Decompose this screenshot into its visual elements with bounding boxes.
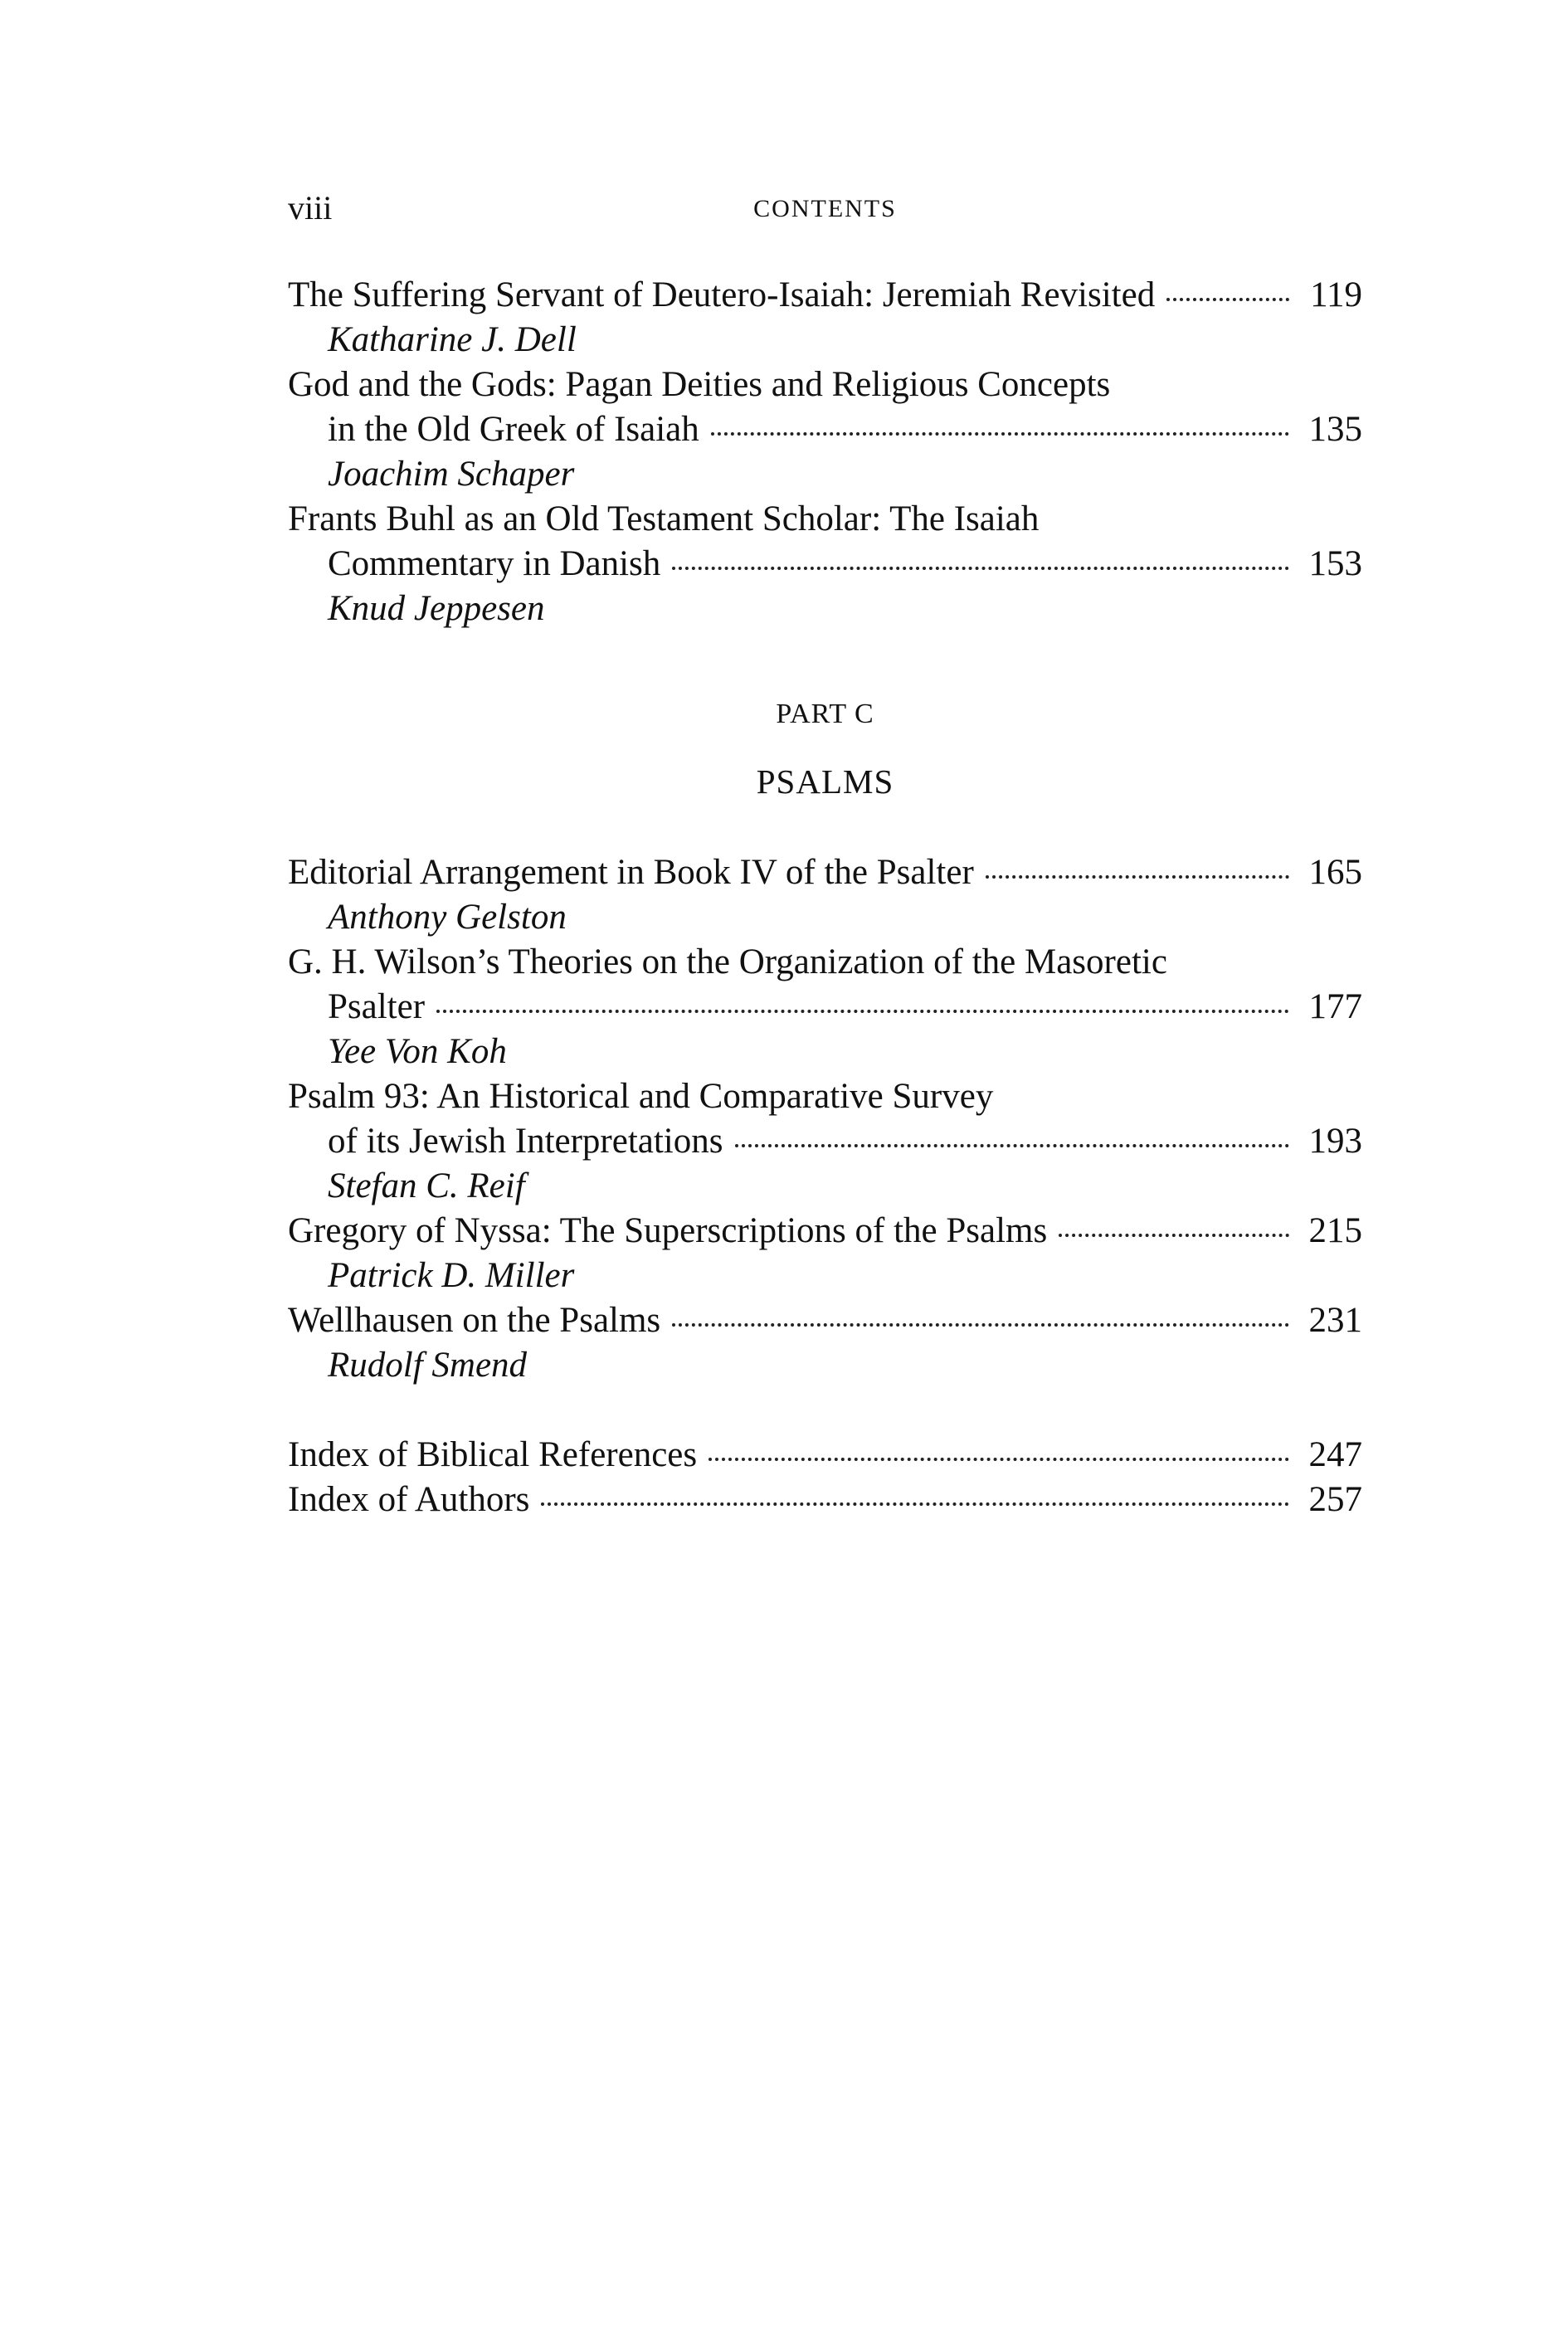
page-number: 177 xyxy=(1308,987,1362,1026)
entry-author: Patrick D. Miller xyxy=(328,1256,575,1295)
entry-author: Rudolf Smend xyxy=(328,1346,528,1385)
entry-title-continued: Commentary in Danish xyxy=(328,544,661,583)
leader-dots xyxy=(541,1502,1289,1506)
page-number: 153 xyxy=(1308,544,1362,583)
running-head xyxy=(288,187,1362,229)
leader-dots xyxy=(1166,297,1289,301)
page-number: 247 xyxy=(1308,1435,1362,1474)
leader-dots xyxy=(672,566,1289,570)
running-head-title: CONTENTS xyxy=(753,195,897,222)
toc-indexes xyxy=(288,1433,1362,1522)
entry-title: Frants Buhl as an Old Testament Scholar: The Isaiah xyxy=(288,499,1040,538)
toc-section-c xyxy=(288,850,1362,1388)
entry-title: G. H. Wilson’s Theories on the Organization of the Masoretic xyxy=(288,942,1167,981)
toc-entry xyxy=(288,497,1362,631)
entry-author: Yee Von Koh xyxy=(328,1032,507,1071)
toc-entry xyxy=(288,273,1362,363)
entry-author: Joachim Schaper xyxy=(328,455,575,494)
toc-entry xyxy=(288,1074,1362,1209)
toc-entry xyxy=(288,850,1362,940)
index-entry xyxy=(288,1478,1362,1522)
entry-title-continued: Psalter xyxy=(328,987,426,1026)
leader-dots xyxy=(735,1143,1290,1147)
index-entry xyxy=(288,1433,1362,1478)
entry-title: God and the Gods: Pagan Deities and Religious Concepts xyxy=(288,365,1111,404)
entry-title: The Suffering Servant of Deutero-Isaiah: Jeremiah Revisited xyxy=(288,275,1156,314)
toc-entry xyxy=(288,1209,1362,1298)
entry-title: Gregory of Nyssa: The Superscriptions of the Psalms xyxy=(288,1211,1048,1250)
entry-author: Knud Jeppesen xyxy=(328,589,545,628)
page-number: 165 xyxy=(1308,853,1362,892)
entry-author: Anthony Gelston xyxy=(328,898,567,937)
entry-author: Katharine J. Dell xyxy=(328,320,577,359)
entry-title: Editorial Arrangement in Book IV of the Psalter xyxy=(288,853,974,892)
entry-title: Wellhausen on the Psalms xyxy=(288,1301,661,1340)
folio: viii xyxy=(288,189,333,226)
entry-title-continued: of its Jewish Interpretations xyxy=(328,1122,723,1161)
toc-entry xyxy=(288,1298,1362,1388)
toc-entry xyxy=(288,363,1362,497)
leader-dots xyxy=(711,431,1289,436)
page-number: 119 xyxy=(1310,275,1362,314)
toc-entry xyxy=(288,940,1362,1074)
leader-dots xyxy=(1059,1233,1289,1237)
entry-title: Psalm 93: An Historical and Comparative Survey xyxy=(288,1077,994,1116)
leader-dots xyxy=(986,874,1289,879)
entry-author: Stefan C. Reif xyxy=(328,1166,525,1205)
page-number: 193 xyxy=(1308,1122,1362,1161)
page-number: 135 xyxy=(1308,410,1362,449)
leader-dots xyxy=(436,1009,1289,1013)
toc-section-b xyxy=(288,273,1362,631)
part-title: PSALMS xyxy=(756,762,894,801)
page-number: 215 xyxy=(1308,1211,1362,1250)
page-number: 231 xyxy=(1308,1301,1362,1340)
leader-dots xyxy=(709,1457,1289,1461)
index-title: Index of Authors xyxy=(288,1480,530,1519)
entry-title-continued: in the Old Greek of Isaiah xyxy=(328,410,699,449)
index-title: Index of Biblical References xyxy=(288,1435,698,1474)
part-label: PART C xyxy=(776,699,874,729)
leader-dots xyxy=(672,1322,1289,1327)
page-number: 257 xyxy=(1308,1480,1362,1519)
